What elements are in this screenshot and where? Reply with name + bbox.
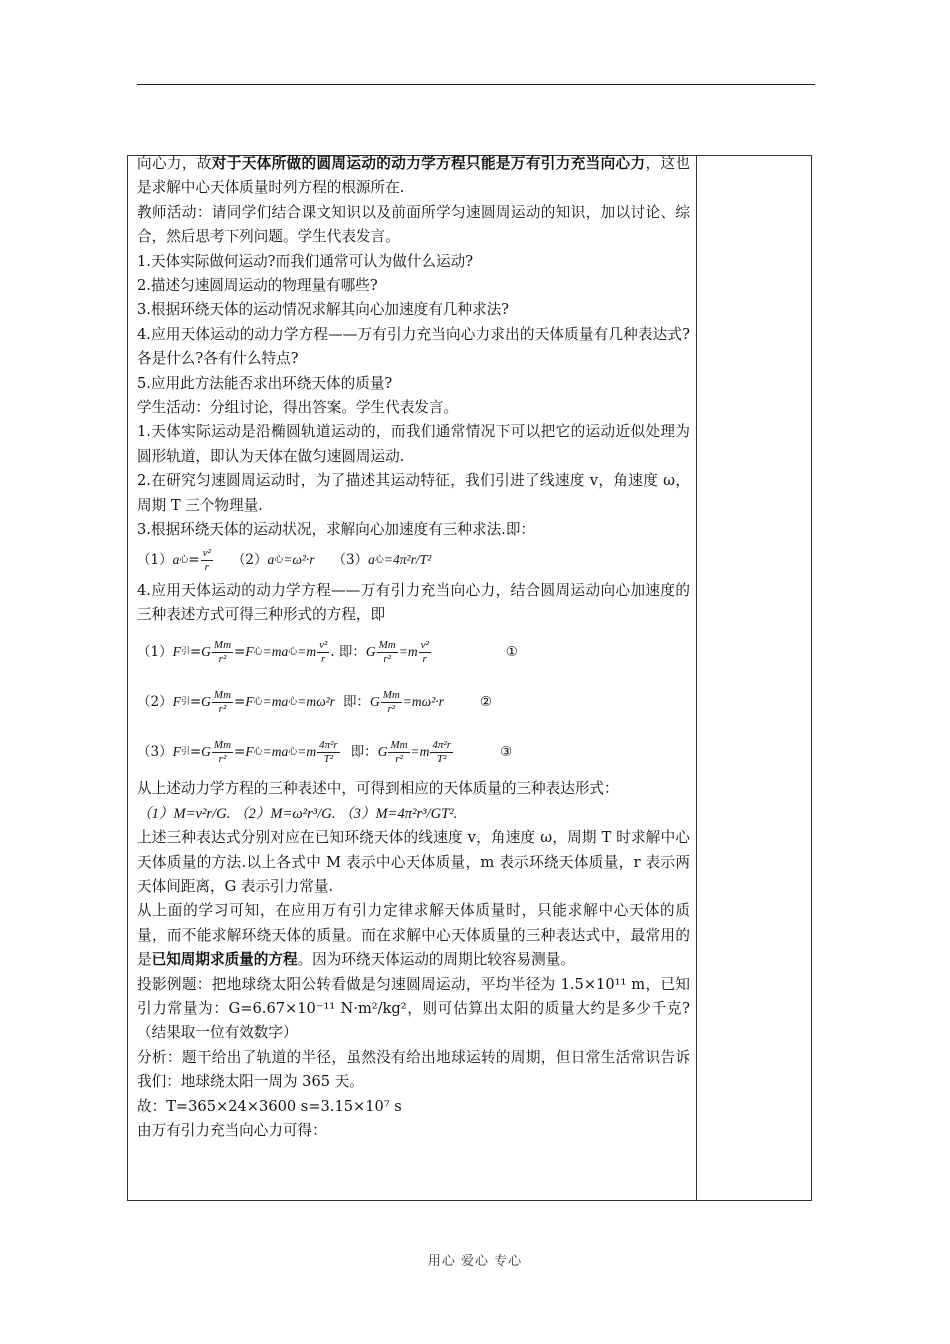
emphasis-gravity-centripetal: 对于天体所做的圆周运动的动力学方程只能是万有引力充当向心力: [211, 155, 646, 172]
header-rule: [137, 84, 815, 85]
conclusion: 从上面的学习可知，在应用万有引力定律求解天体质量时，只能求解中心天体的质量，而不能求解环绕天体的质量。而在求解中心天体质量的三种表达式中，最常用的是已知周期求质量的方程。因为环绕天体运动的周期比较容易测量。: [137, 902, 690, 969]
fraction-v2-over-r: $\frac{\text{v²}}{r}$: [202, 547, 211, 573]
lesson-content: [137, 152, 690, 1143]
example-problem: 投影例题：把地球绕太阳公转看做是匀速圆周运动，平均半径为 1.5×10¹¹ m，已知引力常量为：G=6.67×10⁻¹¹ N·m²/kg²，则可估算出太阳的质量大约是多少千克?（结果取一位有效数字）: [137, 975, 690, 1042]
dynamics-equation-1: （1） F 引 = G $\frac{Mm}{\text{r²}}$ = F 心 =ma 心 =m v² r . 即： G $\frac{Mm}{\text{r²}}$ =m v² r ①: [137, 638, 518, 665]
teacher-activity: 教师活动：请同学们结合课文知识以及前面所学匀速圆周运动的知识，加以讨论、综合，然后思考下列问题。学生代表发言。: [137, 203, 690, 246]
paragraph-dynamics-equation: 向心力，故对于天体所做的圆周运动的动力学方程只能是万有引力充当向心力，这也是求解中心天体质量时列方程的根源所在.: [137, 155, 690, 197]
analysis: 分析：题干给出了轨道的半径，虽然没有给出地球运转的周期，但日常生活常识告诉我们：地球绕太阳一周为 365 天。: [137, 1048, 690, 1091]
question-4: 4.应用天体运动的动力学方程——万有引力充当向心力求出的天体质量有几种表达式?各是什么?各有什么特点?: [137, 325, 690, 368]
answer-1: 1.天体实际运动是沿椭圆轨道运动的，而我们通常情况下可以把它的运动近似处理为圆形轨道，即认为天体在做匀速圆周运动.: [137, 423, 690, 465]
emphasis-period-method: 已知周期求质量的方程: [151, 951, 298, 969]
mass-expressions: （1）M=v²r/G. （2）M=ω²r³/G. （3）M=4π²r³/GT².: [137, 805, 458, 822]
answer-2: 2.在研究匀速圆周运动时，为了描述其运动特征，我们引进了线速度 v，角速度 ω，周期 T 三个物理量.: [137, 472, 690, 514]
question-2: 2.描述匀速圆周运动的物理量有哪些?: [137, 277, 378, 295]
student-activity: 学生活动：分组讨论，得出答案。学生代表发言。: [137, 399, 459, 417]
variable-description: 上述三种表达式分别对应在已知环绕天体的线速度 v，角速度 ω，周期 T 时求解中心天体质量的方法.以上各式中 M 表示中心天体质量，m 表示环绕天体质量，r 表示两天体间距离，G 表示引力常量.: [137, 829, 691, 895]
dynamics-equation-2: （2） F 引 = G $\frac{Mm}{\text{r²}}$ = F 心 =ma 心 =mω²r 即： G $\frac{Mm}{\text{r²}}$ =mω²·r ②: [137, 688, 492, 715]
page-footer: 用心 爱心 专心: [427, 1254, 523, 1269]
final-line: 由万有引力充当向心力可得：: [137, 1122, 327, 1139]
equation-number-3: ③: [500, 744, 513, 761]
question-3: 3.根据环绕天体的运动情况求解其向心加速度有几种求法?: [137, 301, 510, 319]
period-calculation: 故：T=365×24×3600 s=3.15×10⁷ s: [137, 1097, 402, 1115]
answer-3: 3.根据环绕天体的运动状况，求解向心加速度有三种求法.即：: [137, 521, 536, 539]
dynamics-equation-3: （3） F 引 = G $\frac{Mm}{\text{r²}}$ = F 心 =ma 心 =m 4π²r T² 即： G $\frac{Mm}{\text{r²}}$ =m 4π²r T² ③: [137, 738, 513, 765]
acceleration-formulas: （1） a 心 = $\frac{\text{v²}}{r}$ （2） a 心 =ω²·r （3） a 心 =4π²r/T²: [137, 547, 432, 573]
equation-number-1: ①: [505, 644, 518, 661]
question-1: 1.天体实际做何运动?而我们通常可认为做什么运动?: [137, 252, 474, 270]
table-column-divider: [696, 155, 697, 1201]
answer-4: 4.应用天体运动的动力学方程——万有引力充当向心力，结合圆周运动向心加速度的三种表述方式可得三种形式的方程，即: [137, 581, 690, 623]
question-5: 5.应用此方法能否求出环绕天体的质量?: [137, 374, 393, 392]
equation-number-2: ②: [479, 694, 492, 711]
mass-summary: 从上述动力学方程的三种表述中，可得到相应的天体质量的三种表达形式：: [137, 780, 619, 798]
